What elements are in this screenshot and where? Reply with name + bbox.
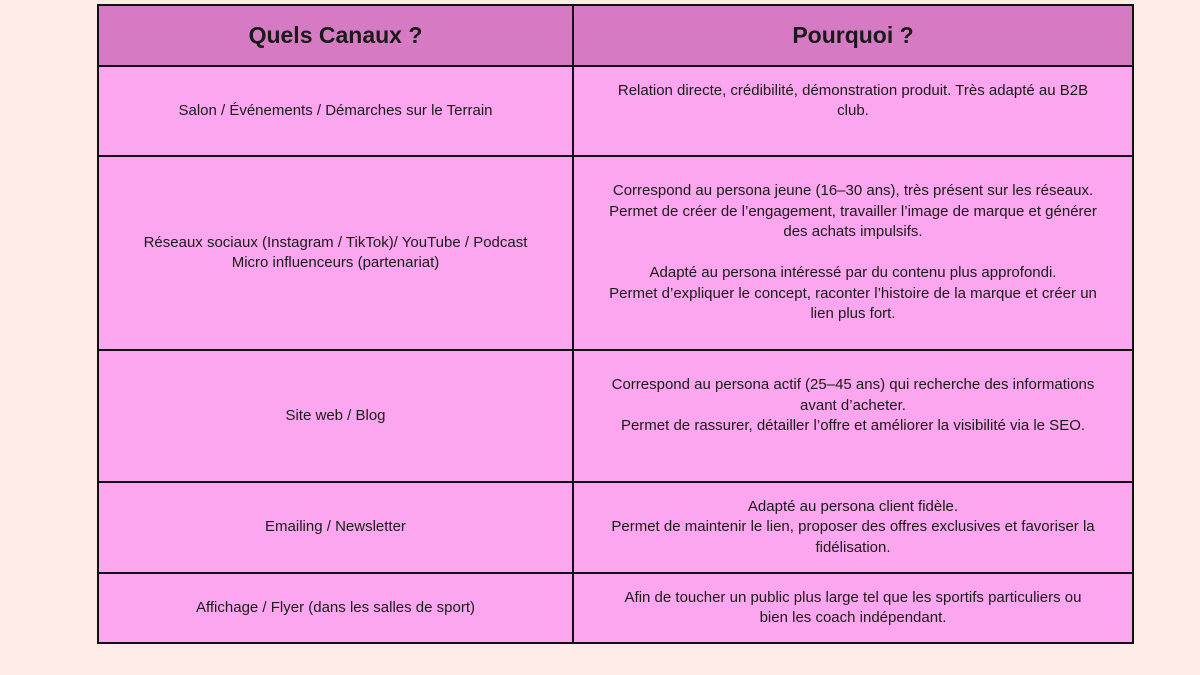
- why-text: club.: [837, 102, 869, 119]
- channel-text: Site web / Blog: [285, 406, 386, 424]
- why-text: Correspond au persona jeune (16–30 ans), très présent sur les réseaux.: [612, 182, 1094, 200]
- table-row: [98, 66, 1133, 156]
- why-text: [588, 243, 1118, 264]
- channel-text: Réseaux sociaux (Instagram / TikTok)/ YouTube / Podcast: [143, 233, 528, 251]
- why-cell: [573, 573, 1133, 643]
- why-cell: [573, 156, 1133, 350]
- why-text: Adapté au persona intéressé par du contenu plus approfondi.: [649, 264, 1057, 282]
- channel-text: Micro influenceurs (partenariat): [231, 254, 440, 271]
- channel-text: Emailing / Newsletter: [265, 518, 406, 536]
- why-cell: [573, 66, 1133, 156]
- why-text: fidélisation.: [815, 538, 891, 556]
- channel-cell: [98, 573, 573, 643]
- channel-text: Affichage / Flyer (dans les salles de sport): [195, 598, 476, 616]
- channel-cell: [98, 156, 573, 350]
- channel-cell: [98, 482, 573, 573]
- why-text: Permet de maintenir le lien, proposer des offres exclusives et favoriser la: [611, 518, 1095, 536]
- why-text: Permet d’expliquer le concept, raconter l’histoire de la marque et créer un: [609, 284, 1097, 302]
- table-header-row: [98, 5, 1133, 66]
- channel-text: Salon / Événements / Démarches sur le Terrain: [178, 101, 493, 119]
- why-block: [588, 81, 1118, 122]
- table-row: [98, 482, 1133, 573]
- why-text: Adapté au persona client fidèle.: [747, 497, 959, 515]
- why-text: bien les coach indépendant.: [759, 609, 947, 626]
- channel-cell: [98, 350, 573, 482]
- why-text: des achats impulsifs.: [783, 223, 923, 241]
- header-channels: Quels Canaux ?: [98, 5, 573, 66]
- why-text: lien plus fort.: [810, 305, 896, 323]
- table-row: [98, 573, 1133, 643]
- channels-table: [97, 4, 1134, 644]
- table-row: [98, 350, 1133, 482]
- header-why: Pourquoi ?: [573, 5, 1133, 66]
- why-cell: [573, 482, 1133, 573]
- channel-cell: [98, 66, 573, 156]
- why-cell: [573, 350, 1133, 482]
- why-block: [588, 375, 1118, 437]
- table-row: [98, 156, 1133, 350]
- why-text: Permet de rassurer, détailler l’offre et améliorer la visibilité via le SEO.: [620, 417, 1086, 435]
- why-text: Afin de toucher un public plus large tel que les sportifs particuliers ou: [624, 588, 1082, 606]
- why-text: Relation directe, crédibilité, démonstration produit. Très adapté au B2B: [617, 81, 1089, 99]
- why-text: Permet de créer de l’engagement, travailler l’image de marque et générer: [609, 202, 1097, 220]
- why-text: avant d’acheter.: [800, 396, 906, 414]
- why-text: Correspond au persona actif (25–45 ans) qui recherche des informations: [611, 376, 1095, 394]
